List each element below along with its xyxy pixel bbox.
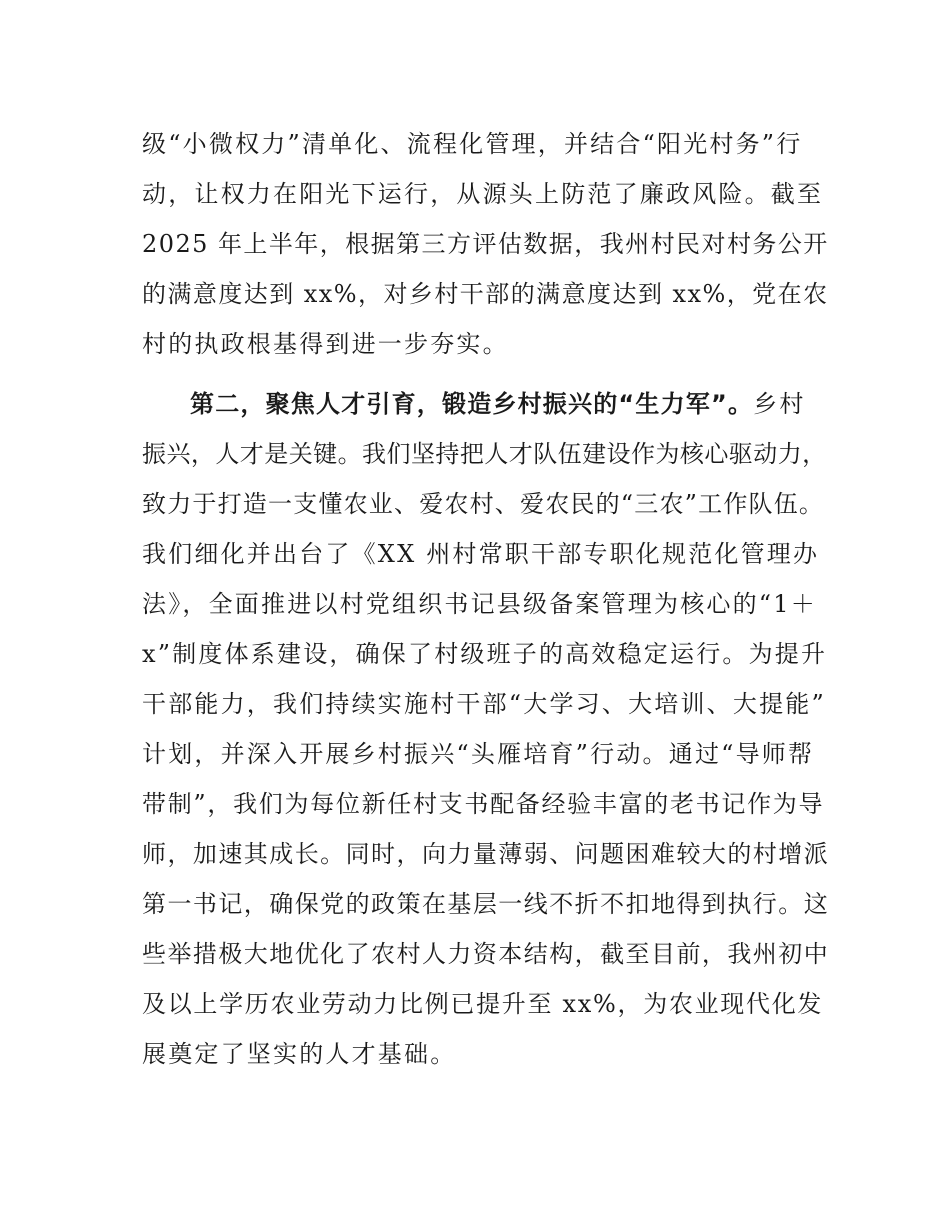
text-line: 村的执政根基得到进一步夯实。	[142, 330, 509, 358]
text-line: 带制”，我们为每位新任村支书配备经验丰富的老书记作为导	[142, 790, 825, 818]
text-line: 计划，并深入开展乡村振兴“头雁培育”行动。通过“导师帮	[142, 740, 815, 768]
text-line: 级“小微权力”清单化、流程化管理，并结合“阳光村务”行	[142, 130, 803, 158]
text-line: 动，让权力在阳光下运行，从源头上防范了廉政风险。截至	[142, 180, 824, 208]
text-line: 致力于打造一支懂农业、爱农村、爱农民的“三农”工作队伍。	[142, 490, 825, 518]
text-line: 法》，全面推进以村党组织书记县级备案管理为核心的“1＋	[142, 590, 817, 618]
text-line: 振兴，人才是关键。我们坚持把人才队伍建设作为核心驱动力，	[142, 440, 827, 468]
text-line: 第一书记，确保党的政策在基层一线不折不扣地得到执行。这	[142, 890, 830, 918]
text-line: 师，加速其成长。同时，向力量薄弱、问题困难较大的村增派	[142, 840, 830, 868]
text-line: 2025 年上半年，根据第三方评估数据，我州村民对村务公开	[142, 230, 829, 258]
text-line: 的满意度达到 xx%，对乡村干部的满意度达到 xx%，党在农	[142, 280, 829, 308]
section-heading: 第二，聚焦人才引育，锻造乡村振兴的“生力军”。	[190, 390, 754, 418]
text-line: 我们细化并出台了《XX 州村常职干部专职化规范化管理办	[142, 540, 820, 568]
text-line: x”制度体系建设，确保了村级班子的高效稳定运行。为提升	[142, 640, 828, 668]
text-line: 些举措极大地优化了农村人力资本结构，截至目前，我州初中	[142, 940, 830, 968]
text-line: 干部能力，我们持续实施村干部“大学习、大培训、大提能”	[142, 690, 826, 718]
text-span: 乡村	[753, 390, 806, 418]
text-line: 展奠定了坚实的人才基础。	[142, 1040, 457, 1068]
text-line: 及以上学历农业劳动力比例已提升至 xx%，为农业现代化发	[142, 990, 824, 1018]
text-line	[190, 388, 806, 420]
